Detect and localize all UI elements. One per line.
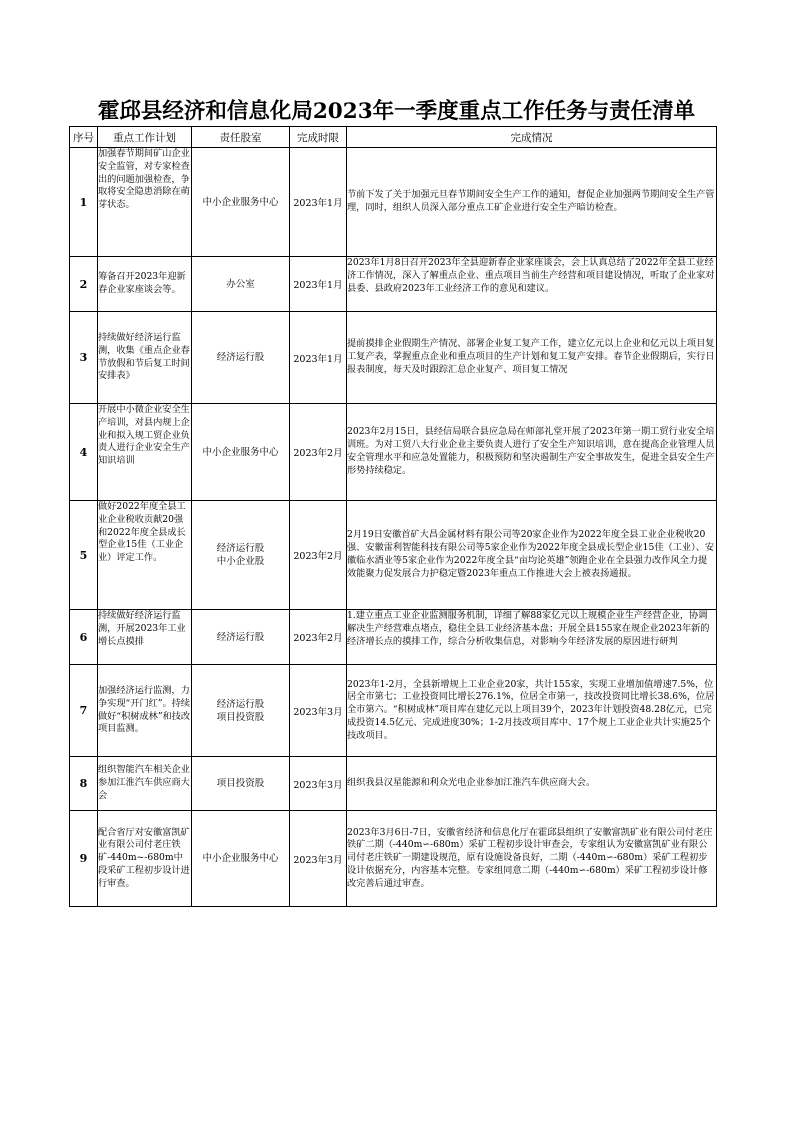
row-dept: 中小企业服务中心 bbox=[192, 811, 290, 907]
row-task: 做好2022年度全县工业企业税收贡献20强和2022年度全县成长型企业15佳（工业企业）评定工作。 bbox=[98, 501, 192, 610]
dept-line: 中小企业股 bbox=[216, 556, 265, 567]
row-task: 开展中小微企业安全生产培训，对县内规上企业和拟入规工贸企业负责人进行企业安全生产知识培训 bbox=[98, 404, 192, 501]
row-status: 组织我县汉星能源和利众光电企业参加江淮汽车供应商大会。 bbox=[347, 757, 717, 811]
row-dept: 中小企业服务中心 bbox=[192, 404, 290, 501]
row-seq: 7 bbox=[70, 665, 98, 757]
dept-line: 经济运行股 bbox=[216, 698, 265, 710]
row-dept: 经济运行股 bbox=[192, 312, 290, 404]
row-seq: 6 bbox=[70, 610, 98, 665]
row-dept: 经济运行股 bbox=[192, 610, 290, 665]
row-time: 2023年3月 bbox=[290, 757, 347, 811]
row-time: 2023年2月 bbox=[290, 501, 347, 610]
row-seq: 4 bbox=[70, 404, 98, 501]
row-time: 2023年3月 bbox=[290, 811, 347, 907]
row-time: 2023年1月 bbox=[290, 312, 347, 404]
table-row bbox=[70, 312, 717, 404]
table-row bbox=[70, 257, 717, 312]
row-seq: 1 bbox=[70, 148, 98, 257]
row-status: 2023年1月8日召开2023年全县迎新春企业家座谈会，会上认真总结了2022年全县工业经济工作情况，深入了解重点企业、重点项目当前生产经营和项目建设情况，听取了企业家对县委、县政府2023年工业经济工作的意见和建议。 bbox=[347, 257, 717, 312]
row-task: 持续做好经济运行监测，开展2023年工业增长点摸排 bbox=[98, 610, 192, 665]
dept-line: 项目投资股 bbox=[216, 711, 265, 723]
table-row bbox=[70, 811, 717, 907]
row-seq: 8 bbox=[70, 757, 98, 811]
row-status: 提前摸排企业假期生产情况、部署企业复工复产工作，建立亿元以上企业和亿元以上项目复工复产表，掌握重点企业和重点项目的生产计划和复工复产安排。春节企业假期后，实行日报表制度，每天及时跟踪汇总企业复产、项目复工情况 bbox=[347, 312, 717, 404]
task-responsibility-table bbox=[69, 126, 717, 907]
row-seq: 3 bbox=[70, 312, 98, 404]
row-task: 持续做好经济运行监测，收集《重点企业春节放假和节后复工时间安排表》 bbox=[98, 312, 192, 404]
row-status: 节前下发了关于加强元旦春节期间安全生产工作的通知，督促企业加强两节期间安全生产管理，同时，组织人员深入部分重点工矿企业进行安全生产暗访检查。 bbox=[347, 148, 717, 257]
row-seq: 5 bbox=[70, 501, 98, 610]
row-task: 组织智能汽车相关企业参加江淮汽车供应商大会 bbox=[98, 757, 192, 811]
row-dept: 项目投资股 bbox=[192, 757, 290, 811]
header-time: 完成时限 bbox=[290, 127, 347, 148]
row-status: 2023年1-2月，全县新增规上工业企业20家，共计155家，实现工业增加值增速7.5%，位居全市第七；工业投资同比增长276.1%，位居全市第一，技改投资同比增长38.6%，位居全市第六。“积树成林”项目库在建亿元以上项目39个，2023年计划投资48.28亿元，已完成投资14.5亿元、完成进度30%；1-2月技改项目库中、17个规上工业企业共计实施25个技改项目。 bbox=[347, 665, 717, 757]
row-seq: 9 bbox=[70, 811, 98, 907]
row-task: 加强经济运行监测，力争实现“开门红”。持续做好“积树成林”和技改项目监测。 bbox=[98, 665, 192, 757]
row-dept: 办公室 bbox=[192, 257, 290, 312]
row-time: 2023年1月 bbox=[290, 257, 347, 312]
row-status: 1.建立重点工业企业监测服务机制，详细了解88家亿元以上规模企业生产经营企业，协调解决生产经营难点堵点，稳住全县工业经济基本盘；开展全县155家在规企业2023年新的经济增长点的摸排工作，综合分析收集信息，对影响今年经济发展的原因进行研判 bbox=[347, 610, 717, 665]
row-time: 2023年3月 bbox=[290, 665, 347, 757]
row-time: 2023年2月 bbox=[290, 404, 347, 501]
table-row bbox=[70, 501, 717, 610]
table-row bbox=[70, 757, 717, 811]
header-dept: 责任股室 bbox=[192, 127, 290, 148]
dept-line: 经济运行股 bbox=[216, 543, 265, 554]
row-dept bbox=[192, 501, 290, 610]
row-status: 2023年2月15日，县经信局联合县应急局在师部礼堂开展了2023年第一期工贸行业安全培训班。为对工贸八大行业企业主要负责人进行了安全生产知识培训，意在提高企业管理人员安全管理水平和应急处置能力，积极预防和坚决遏制生产安全事故发生，促进全县安全生产形势持续稳定。 bbox=[347, 404, 717, 501]
row-time: 2023年1月 bbox=[290, 148, 347, 257]
table-row bbox=[70, 610, 717, 665]
row-seq: 2 bbox=[70, 257, 98, 312]
document-title: 霍邱县经济和信息化局2023年一季度重点工作任务与责任清单 bbox=[97, 99, 696, 124]
table-header-row bbox=[70, 127, 717, 148]
row-dept bbox=[192, 665, 290, 757]
header-seq: 序号 bbox=[70, 127, 98, 148]
row-time: 2023年2月 bbox=[290, 610, 347, 665]
row-dept: 中小企业服务中心 bbox=[192, 148, 290, 257]
header-status: 完成情况 bbox=[347, 127, 717, 148]
row-task: 配合省厅对安徽富凯矿业有限公司付老庄铁矿-440m~-680m中段采矿工程初步设计进行审查。 bbox=[98, 811, 192, 907]
header-task: 重点工作计划 bbox=[98, 127, 192, 148]
row-task: 筹备召开2023年迎新春企业家座谈会等。 bbox=[98, 257, 192, 312]
row-status: 2月19日安徽首矿大昌金属材料有限公司等20家企业作为2022年度全县工业企业税收20强、安徽雷利智能科技有限公司等5家企业作为2022年度全县成长型企业15佳（工业）、安徽临水酒业等5家企业作为2022年度全县“亩均论英雄”领跑企业在全县强力改作风全力提效能聚力促发展合力护稳定暨2023年重点工作推进大会上被表扬通报。 bbox=[347, 501, 717, 610]
row-task: 加强春节期间矿山企业安全监管，对专家检查出的问题加强检查，争取将安全隐患消除在萌芽状态。 bbox=[98, 148, 192, 257]
table-row bbox=[70, 148, 717, 257]
row-status: 2023年3月6日-7日，安徽省经济和信息化厅在霍邱县组织了安徽富凯矿业有限公司付老庄铁矿二期（-440m∽-680m）采矿工程初步设计审查会，专家组认为安徽富凯矿业有限公司付老庄铁矿一期建设规范，原有设施设备良好，二期（-440m∽-680m）采矿工程初步设计依据充分，内容基本完整。专家组同意二期（-440m∽-680m）采矿工程初步设计修改完善后通过审查。 bbox=[347, 811, 717, 907]
table-row bbox=[70, 404, 717, 501]
table-row bbox=[70, 665, 717, 757]
